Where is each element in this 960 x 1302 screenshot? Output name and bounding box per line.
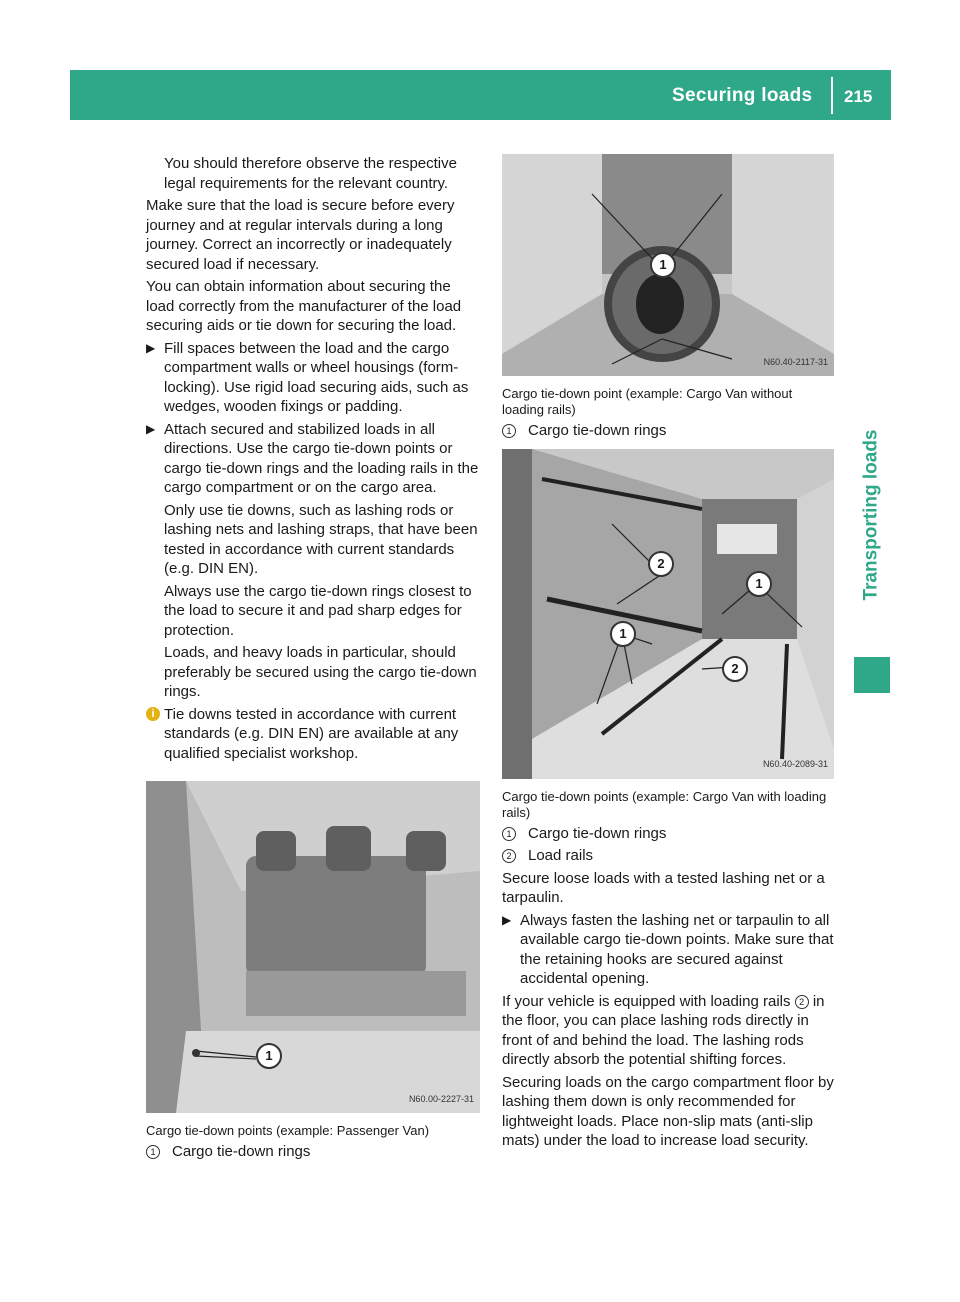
instruction-step-attach bbox=[146, 420, 480, 498]
legend-text: Cargo tie-down rings bbox=[172, 1143, 311, 1160]
paragraph-floor-securing: Securing loads on the cargo compartment floor by lashing them down is only recommended for lightweight loads. Place non-slip mats (anti-slip mats) under the load to increase load security. bbox=[502, 1073, 834, 1149]
step-arrow-icon: ▶ bbox=[146, 340, 156, 355]
step-text: Always fasten the lashing net or tarpaulin to all available cargo tie-down points. Make sure that the retaining hooks are secured against accidental opening. bbox=[520, 911, 834, 987]
side-chapter-tab bbox=[854, 395, 890, 635]
paragraph-loose-loads: Secure loose loads with a tested lashing net or a tarpaulin. bbox=[502, 869, 825, 906]
rails-text-start: If your vehicle is equipped with loading rails bbox=[502, 992, 791, 1010]
side-chapter-marker bbox=[854, 657, 890, 693]
legend-number: 2 bbox=[502, 849, 516, 863]
inline-number-2: 2 bbox=[795, 995, 809, 1009]
figure-code: N60.40-2089-31 bbox=[762, 759, 828, 769]
legend-number: 1 bbox=[502, 827, 516, 841]
sub-paragraph-heavy-loads: Loads, and heavy loads in particular, should preferably be secured using the cargo tie-down rings. bbox=[164, 644, 477, 700]
passenger-van-illustration bbox=[146, 781, 480, 1113]
callout-1: 1 bbox=[610, 621, 636, 647]
legend-text: Load rails bbox=[528, 847, 594, 864]
legend-item-1 bbox=[146, 1142, 480, 1162]
callout-1: 1 bbox=[746, 571, 772, 597]
figure-caption: Cargo tie-down points (example: Passenger Van) bbox=[146, 1123, 430, 1138]
paragraph-information: You can obtain information about securing the load correctly from the manufacturer of the load securing aids or tie down for securing the load. bbox=[146, 278, 462, 334]
header-divider bbox=[831, 77, 833, 114]
legend-item-2 bbox=[502, 846, 834, 866]
side-chapter-label: Transporting loads bbox=[861, 429, 882, 601]
rails-text-end: in the floor, you can place lashing rods directly in front of and behind the load. The lashing rods directly absorb the potential shifting forces. bbox=[502, 992, 825, 1068]
callout-1: 1 bbox=[256, 1043, 282, 1069]
callout-1: 1 bbox=[650, 252, 676, 278]
figure-code: N60.40-2117-31 bbox=[763, 356, 828, 367]
figure-code: N60.00-2227-31 bbox=[408, 1093, 474, 1104]
legend-text: Cargo tie-down rings bbox=[528, 422, 667, 439]
info-note-text: Tie downs tested in accordance with current standards (e.g. DIN EN) are available at any qualified specialist workshop. bbox=[164, 705, 459, 762]
sub-paragraph-closest-rings: Always use the cargo tie-down rings closest to the load to secure it and pad sharp edges for protection. bbox=[164, 582, 472, 639]
instruction-step-fasten bbox=[502, 911, 834, 989]
figure-cargo-van-no-rails bbox=[502, 154, 834, 376]
sub-paragraph-tie-downs: Only use tie downs, such as lashing rods or lashing nets and lashing straps, that have been tested in accordance with current standards (e.g. DIN EN). bbox=[164, 501, 478, 577]
page-number: 215 bbox=[844, 87, 873, 106]
legend-number: 1 bbox=[502, 424, 516, 438]
legend-item-1 bbox=[502, 824, 834, 844]
figure-passenger-van bbox=[146, 781, 480, 1113]
page-section-title: Securing loads bbox=[672, 85, 813, 106]
step-arrow-icon: ▶ bbox=[146, 421, 156, 436]
figure-cargo-van-with-rails bbox=[502, 449, 834, 779]
step-text: Fill spaces between the load and the cargo compartment walls or wheel housings (form-locking). Use rigid load securing aids, such as wedges, wooden fixings or padding. bbox=[164, 339, 469, 415]
instruction-step-fill bbox=[146, 339, 480, 417]
callout-2: 2 bbox=[648, 551, 674, 577]
paragraph-observe: You should therefore observe the respective legal requirements for the relevant country. bbox=[164, 155, 457, 192]
callout-2: 2 bbox=[722, 656, 748, 682]
info-note bbox=[146, 705, 480, 764]
figure-caption: Cargo tie-down point (example: Cargo Van without loading rails) bbox=[502, 386, 793, 417]
legend-text: Cargo tie-down rings bbox=[528, 824, 667, 842]
step-text: Attach secured and stabilized loads in all directions. Use the cargo tie-down points or cargo tie-down rings and the loading rails in the cargo compartment or on the cargo area. bbox=[164, 420, 479, 496]
right-column bbox=[502, 154, 834, 1154]
paragraph-secure: Make sure that the load is secure before every journey and at regular intervals during a long journey. Correct an incorrectly or inadequately secured load if necessary. bbox=[146, 197, 455, 273]
figure-caption: Cargo tie-down points (example: Cargo Van with loading rails) bbox=[502, 788, 827, 820]
legend-item-1 bbox=[502, 421, 834, 441]
left-column bbox=[146, 154, 480, 1165]
info-icon: i bbox=[146, 707, 160, 721]
paragraph-loading-rails bbox=[502, 992, 834, 1070]
cargo-van-with-rails-illustration bbox=[502, 449, 834, 779]
legend-number: 1 bbox=[146, 1145, 160, 1159]
step-arrow-icon: ▶ bbox=[502, 912, 512, 927]
